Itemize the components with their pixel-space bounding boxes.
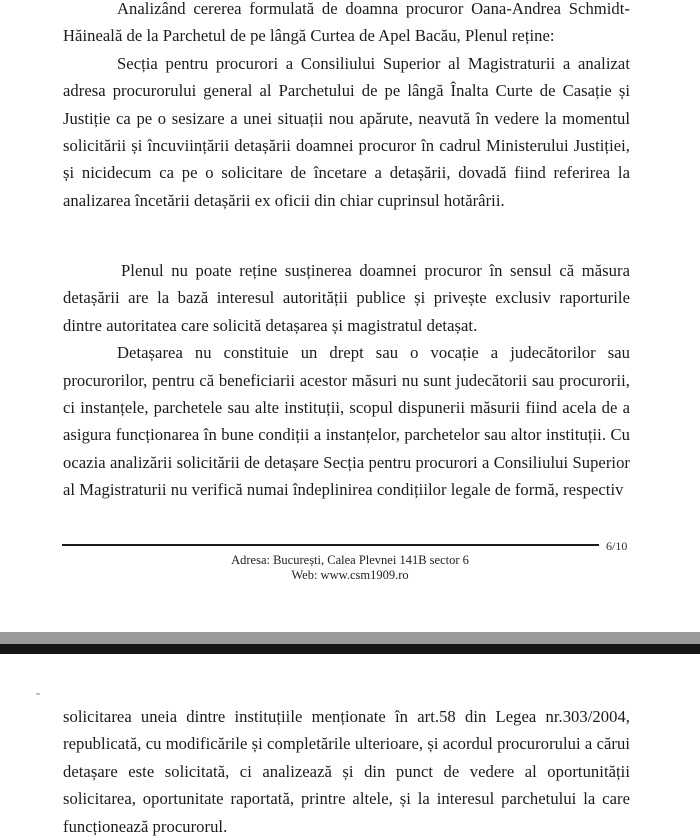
page-separator-band bbox=[0, 644, 700, 654]
footer-website: Web: www.csm1909.ro bbox=[291, 568, 409, 582]
footer-address: Adresa: București, Calea Plevnei 141B sector 6 bbox=[231, 553, 469, 567]
document-page-7 bbox=[0, 654, 700, 836]
paragraph-sectia: Secția pentru procurori a Consiliului Superior al Magistraturii a analizat adresa procurorului general al Parchetului de pe lângă Înalta Curte de Casație și Justiție ca pe o sesizare a unei situații nou apărute, neavută în vedere la momentul solicitării și încuviințării detașării doamnei procuror în cadrul Ministerului Justiției, și nicidecum ca pe o solicitare de încetare a detașării, dovadă fiind referirea la analizarea încetării detașării ex oficii din chiar cuprinsul hotărârii. bbox=[63, 53, 630, 210]
page-number: 6/10 bbox=[606, 539, 628, 553]
paragraph-plenul: Plenul nu poate reține susținerea doamnei procuror în sensul că măsura detașării are la bază interesul autorității publice și privește exclusiv raporturile dintre autoritatea care solicită detașarea și magistratul detașat. bbox=[63, 261, 630, 335]
paragraph-detasarea: Detașarea nu constituie un drept sau o vocație a judecătorilor sau procurorilor, pentru că beneficiarii acestor măsuri nu sunt judecătorii sau procurorii, ci instanțele, parchetele sau alte instituții, scopul dispunerii măsurii fiind acela de a asigura funcționarea în bune condiții a instanțelor, parchetelor sau altor instituții. Cu ocazia analizării solicitării de detașare Secția pentru procurori a Consiliului Superior al Magistraturii nu verifică numai îndeplinirea condițiilor legale de formă, respectiv bbox=[63, 343, 630, 500]
body-text-block-3 bbox=[63, 703, 630, 840]
paragraph-intro: Analizând cererea formulată de doamna procuror Oana-Andrea Schmidt-Hăineală de la Parchetul de pe lângă Curtea de Apel Bacău, Plenul reține: bbox=[63, 0, 630, 46]
body-text-block-2 bbox=[63, 257, 630, 504]
paragraph-continuation: solicitarea uneia dintre instituțiile menționate în art.58 din Legea nr.303/2004, republicată, cu modificările și completările ulterioare, și acordul procurorului a cărui detașare este solicitată, ci analizează și din punct de vedere al oportunității solicitarea, oportunitate raportată, printre altele, și la interesul parchetului la care funcționează procurorul. bbox=[63, 707, 630, 836]
page-separator-gap bbox=[0, 632, 700, 644]
scan-speck bbox=[36, 693, 40, 695]
footer-rule bbox=[62, 544, 599, 546]
body-text-block-1 bbox=[63, 0, 630, 214]
